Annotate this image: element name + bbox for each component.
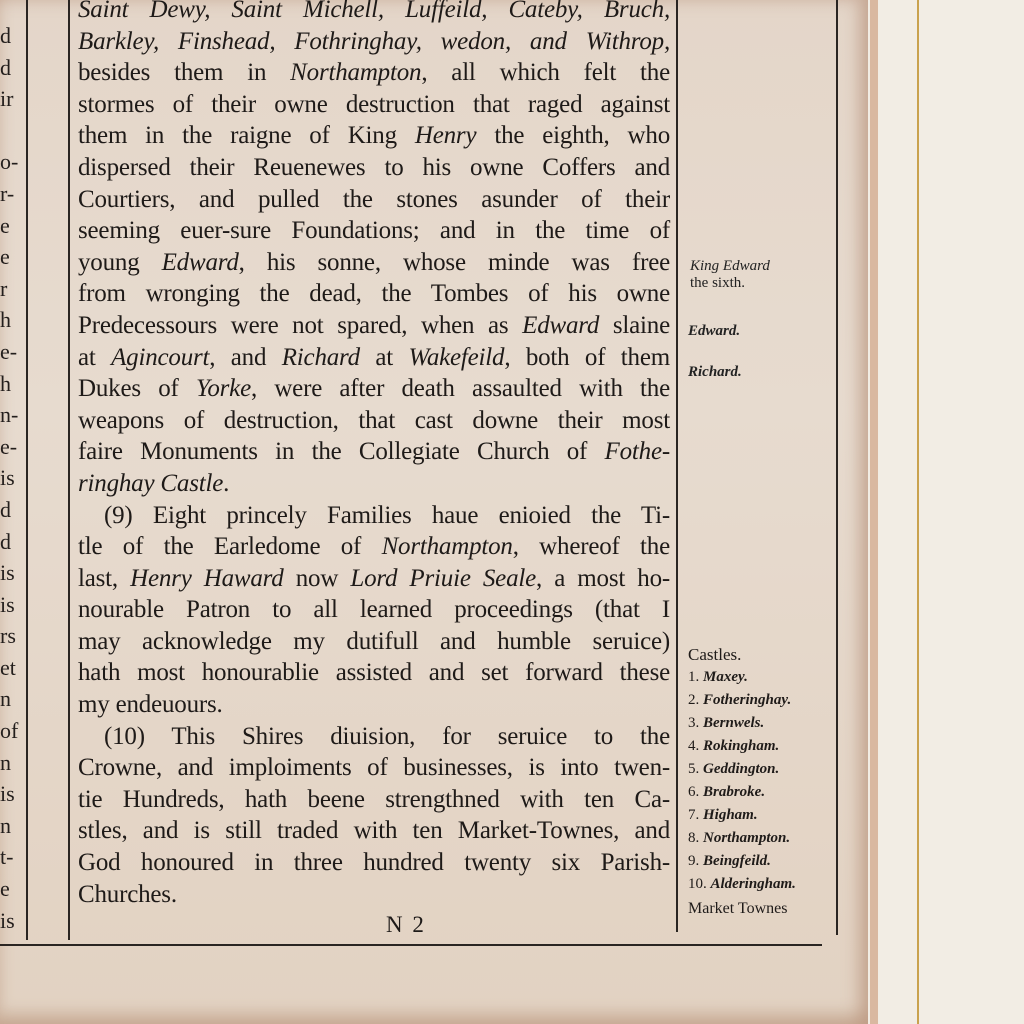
roman-text: Churches. (78, 880, 177, 908)
italic-text: Wakefeild (408, 343, 505, 371)
mat-gold-line (917, 0, 919, 1024)
text-line (78, 847, 670, 879)
roman-text: may acknowledge my dutifull and humble seruice) (78, 627, 670, 655)
roman-text: from wronging the dead, the Tombes of his owne (78, 280, 670, 308)
margin-note-edward: Edward. (688, 323, 741, 339)
left-fragment: r- (0, 180, 15, 206)
italic-text: Barkley, Finshead, Fothringhay, wedon, and Withrop, (78, 27, 670, 55)
italic-text: Saint Dewy, Saint Michell, Luffeild, Cateby, Bruch, (78, 0, 670, 23)
roman-text: slaine (599, 311, 670, 339)
roman-text: . (223, 469, 230, 497)
left-fragment: d (0, 54, 11, 80)
text-line (78, 721, 670, 753)
roman-text: my endeuours. (78, 691, 223, 719)
roman-text: last, (78, 564, 131, 592)
text-line (78, 531, 670, 563)
italic-text: Richard (281, 343, 360, 371)
left-fragment: et (0, 654, 16, 680)
text-line (78, 120, 670, 152)
left-fragment: d (0, 23, 11, 48)
left-fragment: h (0, 370, 11, 396)
italic-text: Northampton (381, 533, 513, 561)
italic-text: Agincourt (111, 343, 210, 371)
italic-text: Northampton (290, 59, 422, 87)
margin-column-right-rule (836, 0, 838, 935)
italic-text: Edward (522, 311, 600, 339)
left-column-rule (26, 0, 28, 940)
text-line (78, 342, 670, 374)
left-fragment: r (0, 275, 8, 301)
italic-text: Fothe- (604, 438, 670, 466)
left-fragment: t- (0, 844, 14, 870)
left-fragment: d (0, 496, 11, 522)
castles-list (688, 644, 796, 920)
left-fragment: d (0, 528, 11, 554)
left-column-fragments (0, 20, 22, 936)
left-fragment: is (0, 560, 15, 586)
roman-text: , both of them (504, 343, 670, 371)
italic-text: Lord Priuie Seale (350, 564, 537, 592)
roman-text: stles, and is still traded with ten Market-Townes, and (78, 817, 670, 845)
roman-text: Crowne, and imploiments of businesses, is into twen- (78, 754, 670, 782)
left-fragment: n (0, 749, 11, 775)
left-fragment: n- (0, 402, 19, 428)
text-line (78, 184, 670, 216)
castle-item: 5. Geddington. (688, 761, 780, 777)
text-line (78, 26, 670, 58)
text-line (78, 879, 670, 911)
text-line (78, 405, 670, 437)
text-line (78, 247, 670, 279)
left-fragment: e- (0, 338, 18, 364)
italic-text: Edward (161, 248, 239, 276)
roman-text: (10) This Shires diuision, for seruice to the (104, 722, 670, 750)
text-line (78, 57, 670, 89)
roman-text: tle of the Earledome of (78, 533, 382, 561)
text-line (78, 563, 670, 595)
text-line (78, 500, 670, 532)
text-line (78, 468, 670, 500)
roman-text: stormes of their owne destruction that raged against (78, 90, 670, 118)
roman-text: now (283, 564, 351, 592)
left-fragment: rs (0, 623, 16, 649)
roman-text: hath most honourablie assisted and set forward these (78, 659, 670, 687)
left-fragment: e- (0, 433, 18, 459)
left-fragment: e (0, 876, 10, 902)
italic-text: Yorke (195, 375, 251, 403)
left-fragment (0, 115, 22, 147)
castle-item: 9. Beingfeild. (688, 853, 771, 869)
text-line (78, 310, 670, 342)
text-line (78, 0, 670, 26)
left-fragment: is (0, 907, 15, 933)
market-townes-heading: Market Townes (688, 900, 788, 917)
left-fragment: o- (0, 149, 19, 175)
text-line (78, 752, 670, 784)
castles-heading: Castles. (688, 645, 742, 664)
text-line (78, 152, 670, 184)
bottom-rule (0, 944, 822, 946)
left-fragment: is (0, 591, 15, 617)
roman-text: at (359, 343, 409, 371)
left-fragment: e (0, 244, 10, 270)
roman-text: , his sonne, whose minde was free (238, 248, 670, 276)
text-line (78, 784, 670, 816)
frame-mat (868, 0, 1024, 1024)
left-fragment: e (0, 212, 10, 238)
left-fragment: ir (0, 86, 14, 112)
roman-text: (9) Eight princely Families haue enioied the Ti- (104, 501, 670, 529)
roman-text: , were after death assaulted with the (250, 375, 671, 403)
main-column-right-rule (676, 0, 678, 932)
main-column-left-rule (68, 0, 70, 940)
italic-text: ringhay Castle (78, 469, 224, 497)
left-fragment: is (0, 465, 15, 491)
roman-text: weapons of destruction, that cast downe their most (78, 406, 670, 434)
castle-item: 3. Bernwels. (688, 715, 765, 731)
signature-mark: N 2 (386, 912, 426, 937)
castle-item: 10. Alderingham. (688, 876, 796, 892)
text-line (78, 436, 670, 468)
roman-text: God honoured in three hundred twenty six Parish- (78, 849, 670, 877)
roman-text: , a most ho- (536, 564, 670, 592)
roman-text: seeming euer-sure Foundations; and in the time of (78, 217, 670, 245)
roman-text: them in the raigne of King (78, 122, 415, 150)
main-text-column (78, 0, 670, 910)
roman-text: at (78, 343, 112, 371)
roman-text: faire Monuments in the Collegiate Church of (78, 438, 605, 466)
roman-text: , and (209, 343, 282, 371)
castle-item: 2. Fotheringhay. (688, 692, 792, 708)
margin-note-king-edward: King Edward the sixth. (690, 258, 770, 291)
text-line (78, 89, 670, 121)
roman-text: young (78, 248, 162, 276)
text-line (78, 373, 670, 405)
mat-bevel (870, 0, 878, 1024)
italic-text: Henry Haward (130, 564, 284, 592)
text-line (78, 278, 670, 310)
castle-item: 1. Maxey. (688, 669, 748, 685)
castle-item: 4. Rokingham. (688, 738, 780, 754)
italic-text: Henry (414, 122, 477, 150)
left-fragment: h (0, 307, 11, 333)
castle-item: 6. Brabroke. (688, 784, 766, 800)
text-line (78, 594, 670, 626)
left-fragment: is (0, 781, 15, 807)
castle-item: 8. Northampton. (688, 830, 791, 846)
text-line (78, 215, 670, 247)
roman-text: , all which felt the (421, 59, 670, 87)
left-fragment: of (0, 718, 19, 744)
roman-text: Predecessours were not spared, when as (78, 311, 523, 339)
roman-text: Courtiers, and pulled the stones asunder of their (78, 185, 670, 213)
text-line (78, 626, 670, 658)
roman-text: the eighth, who (476, 122, 670, 150)
roman-text: dispersed their Reuenewes to his owne Coffers and (78, 153, 670, 181)
text-line (78, 689, 670, 721)
text-line (78, 657, 670, 689)
roman-text: Dukes of (78, 375, 196, 403)
roman-text: besides them in (78, 59, 291, 87)
castle-item: 7. Higham. (688, 807, 758, 823)
text-line (78, 815, 670, 847)
left-fragment: n (0, 812, 11, 838)
roman-text: nourable Patron to all learned proceedings (that I (78, 596, 670, 624)
roman-text: tie Hundreds, hath beene strengthned with ten Ca- (78, 785, 670, 813)
margin-note-richard: Richard. (688, 364, 742, 380)
left-fragment: n (0, 686, 11, 712)
roman-text: , whereof the (512, 533, 670, 561)
